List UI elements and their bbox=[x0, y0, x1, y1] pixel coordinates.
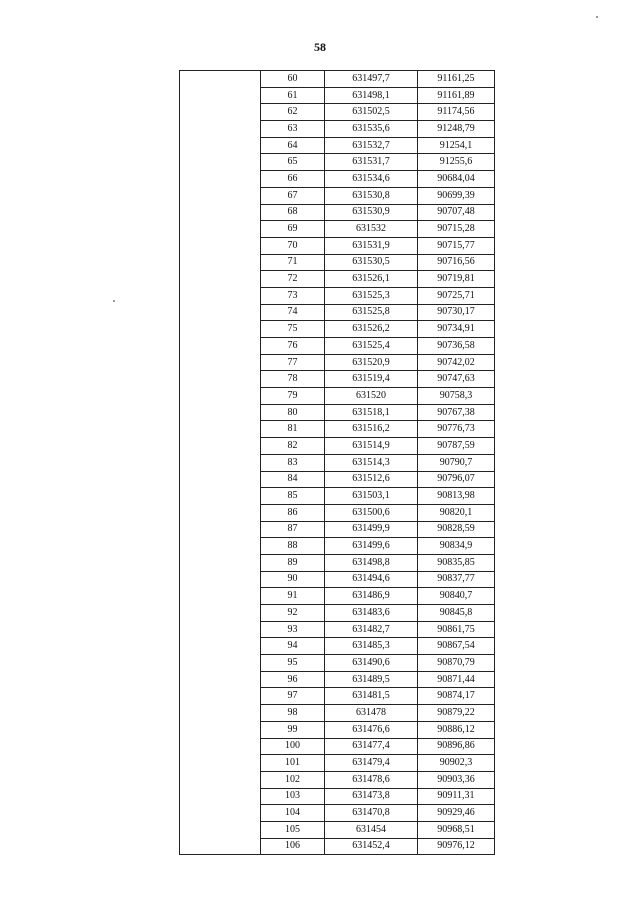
point-number-cell: 60 bbox=[261, 71, 325, 88]
x-coordinate-cell: 631526,1 bbox=[325, 271, 418, 288]
y-coordinate-cell: 91161,25 bbox=[418, 71, 495, 88]
x-coordinate-cell: 631489,5 bbox=[325, 671, 418, 688]
x-coordinate-cell: 631532 bbox=[325, 221, 418, 238]
y-coordinate-cell: 90813,98 bbox=[418, 488, 495, 505]
x-coordinate-cell: 631478 bbox=[325, 705, 418, 722]
point-number-cell: 85 bbox=[261, 488, 325, 505]
point-number-cell: 98 bbox=[261, 705, 325, 722]
point-number-cell: 91 bbox=[261, 588, 325, 605]
x-coordinate-cell: 631531,7 bbox=[325, 154, 418, 171]
point-number-cell: 90 bbox=[261, 571, 325, 588]
point-number-cell: 77 bbox=[261, 354, 325, 371]
x-coordinate-cell: 631482,7 bbox=[325, 621, 418, 638]
point-number-cell: 74 bbox=[261, 304, 325, 321]
point-number-cell: 75 bbox=[261, 321, 325, 338]
y-coordinate-cell: 90929,46 bbox=[418, 805, 495, 822]
coordinates-table-wrapper bbox=[179, 70, 495, 855]
y-coordinate-cell: 90684,04 bbox=[418, 171, 495, 188]
y-coordinate-cell: 90840,7 bbox=[418, 588, 495, 605]
x-coordinate-cell: 631530,8 bbox=[325, 187, 418, 204]
x-coordinate-cell: 631502,5 bbox=[325, 104, 418, 121]
point-number-cell: 66 bbox=[261, 171, 325, 188]
x-coordinate-cell: 631479,4 bbox=[325, 755, 418, 772]
y-coordinate-cell: 90874,17 bbox=[418, 688, 495, 705]
point-number-cell: 73 bbox=[261, 287, 325, 304]
point-number-cell: 99 bbox=[261, 721, 325, 738]
y-coordinate-cell: 90758,3 bbox=[418, 388, 495, 405]
y-coordinate-cell: 91254,1 bbox=[418, 137, 495, 154]
point-number-cell: 87 bbox=[261, 521, 325, 538]
coordinates-table-body bbox=[180, 71, 495, 855]
y-coordinate-cell: 90742,02 bbox=[418, 354, 495, 371]
point-number-cell: 101 bbox=[261, 755, 325, 772]
point-number-cell: 84 bbox=[261, 471, 325, 488]
y-coordinate-cell: 90896,86 bbox=[418, 738, 495, 755]
x-coordinate-cell: 631520 bbox=[325, 388, 418, 405]
point-number-cell: 71 bbox=[261, 254, 325, 271]
y-coordinate-cell: 90845,8 bbox=[418, 605, 495, 622]
y-coordinate-cell: 90834,9 bbox=[418, 538, 495, 555]
x-coordinate-cell: 631525,8 bbox=[325, 304, 418, 321]
y-coordinate-cell: 90871,44 bbox=[418, 671, 495, 688]
x-coordinate-cell: 631526,2 bbox=[325, 321, 418, 338]
scan-speck bbox=[596, 16, 598, 18]
y-coordinate-cell: 90747,63 bbox=[418, 371, 495, 388]
point-number-cell: 96 bbox=[261, 671, 325, 688]
x-coordinate-cell: 631525,4 bbox=[325, 338, 418, 355]
y-coordinate-cell: 90968,51 bbox=[418, 821, 495, 838]
x-coordinate-cell: 631499,9 bbox=[325, 521, 418, 538]
x-coordinate-cell: 631454 bbox=[325, 821, 418, 838]
y-coordinate-cell: 90716,56 bbox=[418, 254, 495, 271]
y-coordinate-cell: 90715,77 bbox=[418, 237, 495, 254]
y-coordinate-cell: 91174,56 bbox=[418, 104, 495, 121]
point-number-cell: 61 bbox=[261, 87, 325, 104]
y-coordinate-cell: 90796,07 bbox=[418, 471, 495, 488]
y-coordinate-cell: 90976,12 bbox=[418, 838, 495, 855]
point-number-cell: 82 bbox=[261, 438, 325, 455]
x-coordinate-cell: 631478,6 bbox=[325, 771, 418, 788]
point-number-cell: 105 bbox=[261, 821, 325, 838]
x-coordinate-cell: 631525,3 bbox=[325, 287, 418, 304]
point-number-cell: 70 bbox=[261, 237, 325, 254]
x-coordinate-cell: 631503,1 bbox=[325, 488, 418, 505]
x-coordinate-cell: 631534,6 bbox=[325, 171, 418, 188]
x-coordinate-cell: 631470,8 bbox=[325, 805, 418, 822]
y-coordinate-cell: 90699,39 bbox=[418, 187, 495, 204]
page-number: 58 bbox=[314, 40, 326, 54]
point-number-cell: 62 bbox=[261, 104, 325, 121]
x-coordinate-cell: 631535,6 bbox=[325, 121, 418, 138]
x-coordinate-cell: 631498,1 bbox=[325, 87, 418, 104]
x-coordinate-cell: 631518,1 bbox=[325, 404, 418, 421]
table-row bbox=[180, 71, 495, 88]
coordinates-table bbox=[179, 70, 495, 855]
y-coordinate-cell: 90886,12 bbox=[418, 721, 495, 738]
point-number-cell: 100 bbox=[261, 738, 325, 755]
point-number-cell: 68 bbox=[261, 204, 325, 221]
y-coordinate-cell: 90835,85 bbox=[418, 554, 495, 571]
point-number-cell: 72 bbox=[261, 271, 325, 288]
x-coordinate-cell: 631476,6 bbox=[325, 721, 418, 738]
x-coordinate-cell: 631494,6 bbox=[325, 571, 418, 588]
x-coordinate-cell: 631512,6 bbox=[325, 471, 418, 488]
x-coordinate-cell: 631498,8 bbox=[325, 554, 418, 571]
point-number-cell: 81 bbox=[261, 421, 325, 438]
x-coordinate-cell: 631485,3 bbox=[325, 638, 418, 655]
y-coordinate-cell: 90787,59 bbox=[418, 438, 495, 455]
x-coordinate-cell: 631500,6 bbox=[325, 504, 418, 521]
x-coordinate-cell: 631499,6 bbox=[325, 538, 418, 555]
x-coordinate-cell: 631530,5 bbox=[325, 254, 418, 271]
point-number-cell: 76 bbox=[261, 338, 325, 355]
y-coordinate-cell: 90879,22 bbox=[418, 705, 495, 722]
y-coordinate-cell: 90837,77 bbox=[418, 571, 495, 588]
x-coordinate-cell: 631514,3 bbox=[325, 454, 418, 471]
point-number-cell: 103 bbox=[261, 788, 325, 805]
scan-speck bbox=[113, 300, 115, 302]
x-coordinate-cell: 631516,2 bbox=[325, 421, 418, 438]
point-number-cell: 80 bbox=[261, 404, 325, 421]
y-coordinate-cell: 90911,31 bbox=[418, 788, 495, 805]
y-coordinate-cell: 90870,79 bbox=[418, 655, 495, 672]
y-coordinate-cell: 90903,36 bbox=[418, 771, 495, 788]
x-coordinate-cell: 631519,4 bbox=[325, 371, 418, 388]
point-number-cell: 97 bbox=[261, 688, 325, 705]
y-coordinate-cell: 91255,6 bbox=[418, 154, 495, 171]
point-number-cell: 95 bbox=[261, 655, 325, 672]
x-coordinate-cell: 631531,9 bbox=[325, 237, 418, 254]
point-number-cell: 83 bbox=[261, 454, 325, 471]
y-coordinate-cell: 90902,3 bbox=[418, 755, 495, 772]
y-coordinate-cell: 90828,59 bbox=[418, 521, 495, 538]
y-coordinate-cell: 90734,91 bbox=[418, 321, 495, 338]
merged-blank-cell bbox=[180, 71, 261, 855]
point-number-cell: 93 bbox=[261, 621, 325, 638]
point-number-cell: 69 bbox=[261, 221, 325, 238]
y-coordinate-cell: 90776,73 bbox=[418, 421, 495, 438]
y-coordinate-cell: 90867,54 bbox=[418, 638, 495, 655]
y-coordinate-cell: 90736,58 bbox=[418, 338, 495, 355]
point-number-cell: 106 bbox=[261, 838, 325, 855]
y-coordinate-cell: 90719,81 bbox=[418, 271, 495, 288]
y-coordinate-cell: 90861,75 bbox=[418, 621, 495, 638]
point-number-cell: 65 bbox=[261, 154, 325, 171]
y-coordinate-cell: 91161,89 bbox=[418, 87, 495, 104]
x-coordinate-cell: 631532,7 bbox=[325, 137, 418, 154]
point-number-cell: 102 bbox=[261, 771, 325, 788]
x-coordinate-cell: 631481,5 bbox=[325, 688, 418, 705]
point-number-cell: 94 bbox=[261, 638, 325, 655]
y-coordinate-cell: 90730,17 bbox=[418, 304, 495, 321]
point-number-cell: 89 bbox=[261, 554, 325, 571]
y-coordinate-cell: 90767,38 bbox=[418, 404, 495, 421]
point-number-cell: 88 bbox=[261, 538, 325, 555]
x-coordinate-cell: 631514,9 bbox=[325, 438, 418, 455]
point-number-cell: 92 bbox=[261, 605, 325, 622]
point-number-cell: 104 bbox=[261, 805, 325, 822]
x-coordinate-cell: 631497,7 bbox=[325, 71, 418, 88]
point-number-cell: 86 bbox=[261, 504, 325, 521]
point-number-cell: 64 bbox=[261, 137, 325, 154]
x-coordinate-cell: 631486,9 bbox=[325, 588, 418, 605]
x-coordinate-cell: 631477,4 bbox=[325, 738, 418, 755]
point-number-cell: 67 bbox=[261, 187, 325, 204]
x-coordinate-cell: 631473,8 bbox=[325, 788, 418, 805]
x-coordinate-cell: 631452,4 bbox=[325, 838, 418, 855]
y-coordinate-cell: 90715,28 bbox=[418, 221, 495, 238]
x-coordinate-cell: 631520,9 bbox=[325, 354, 418, 371]
x-coordinate-cell: 631483,6 bbox=[325, 605, 418, 622]
x-coordinate-cell: 631530,9 bbox=[325, 204, 418, 221]
y-coordinate-cell: 90725,71 bbox=[418, 287, 495, 304]
y-coordinate-cell: 91248,79 bbox=[418, 121, 495, 138]
y-coordinate-cell: 90790,7 bbox=[418, 454, 495, 471]
point-number-cell: 63 bbox=[261, 121, 325, 138]
y-coordinate-cell: 90820,1 bbox=[418, 504, 495, 521]
point-number-cell: 79 bbox=[261, 388, 325, 405]
y-coordinate-cell: 90707,48 bbox=[418, 204, 495, 221]
x-coordinate-cell: 631490,6 bbox=[325, 655, 418, 672]
point-number-cell: 78 bbox=[261, 371, 325, 388]
